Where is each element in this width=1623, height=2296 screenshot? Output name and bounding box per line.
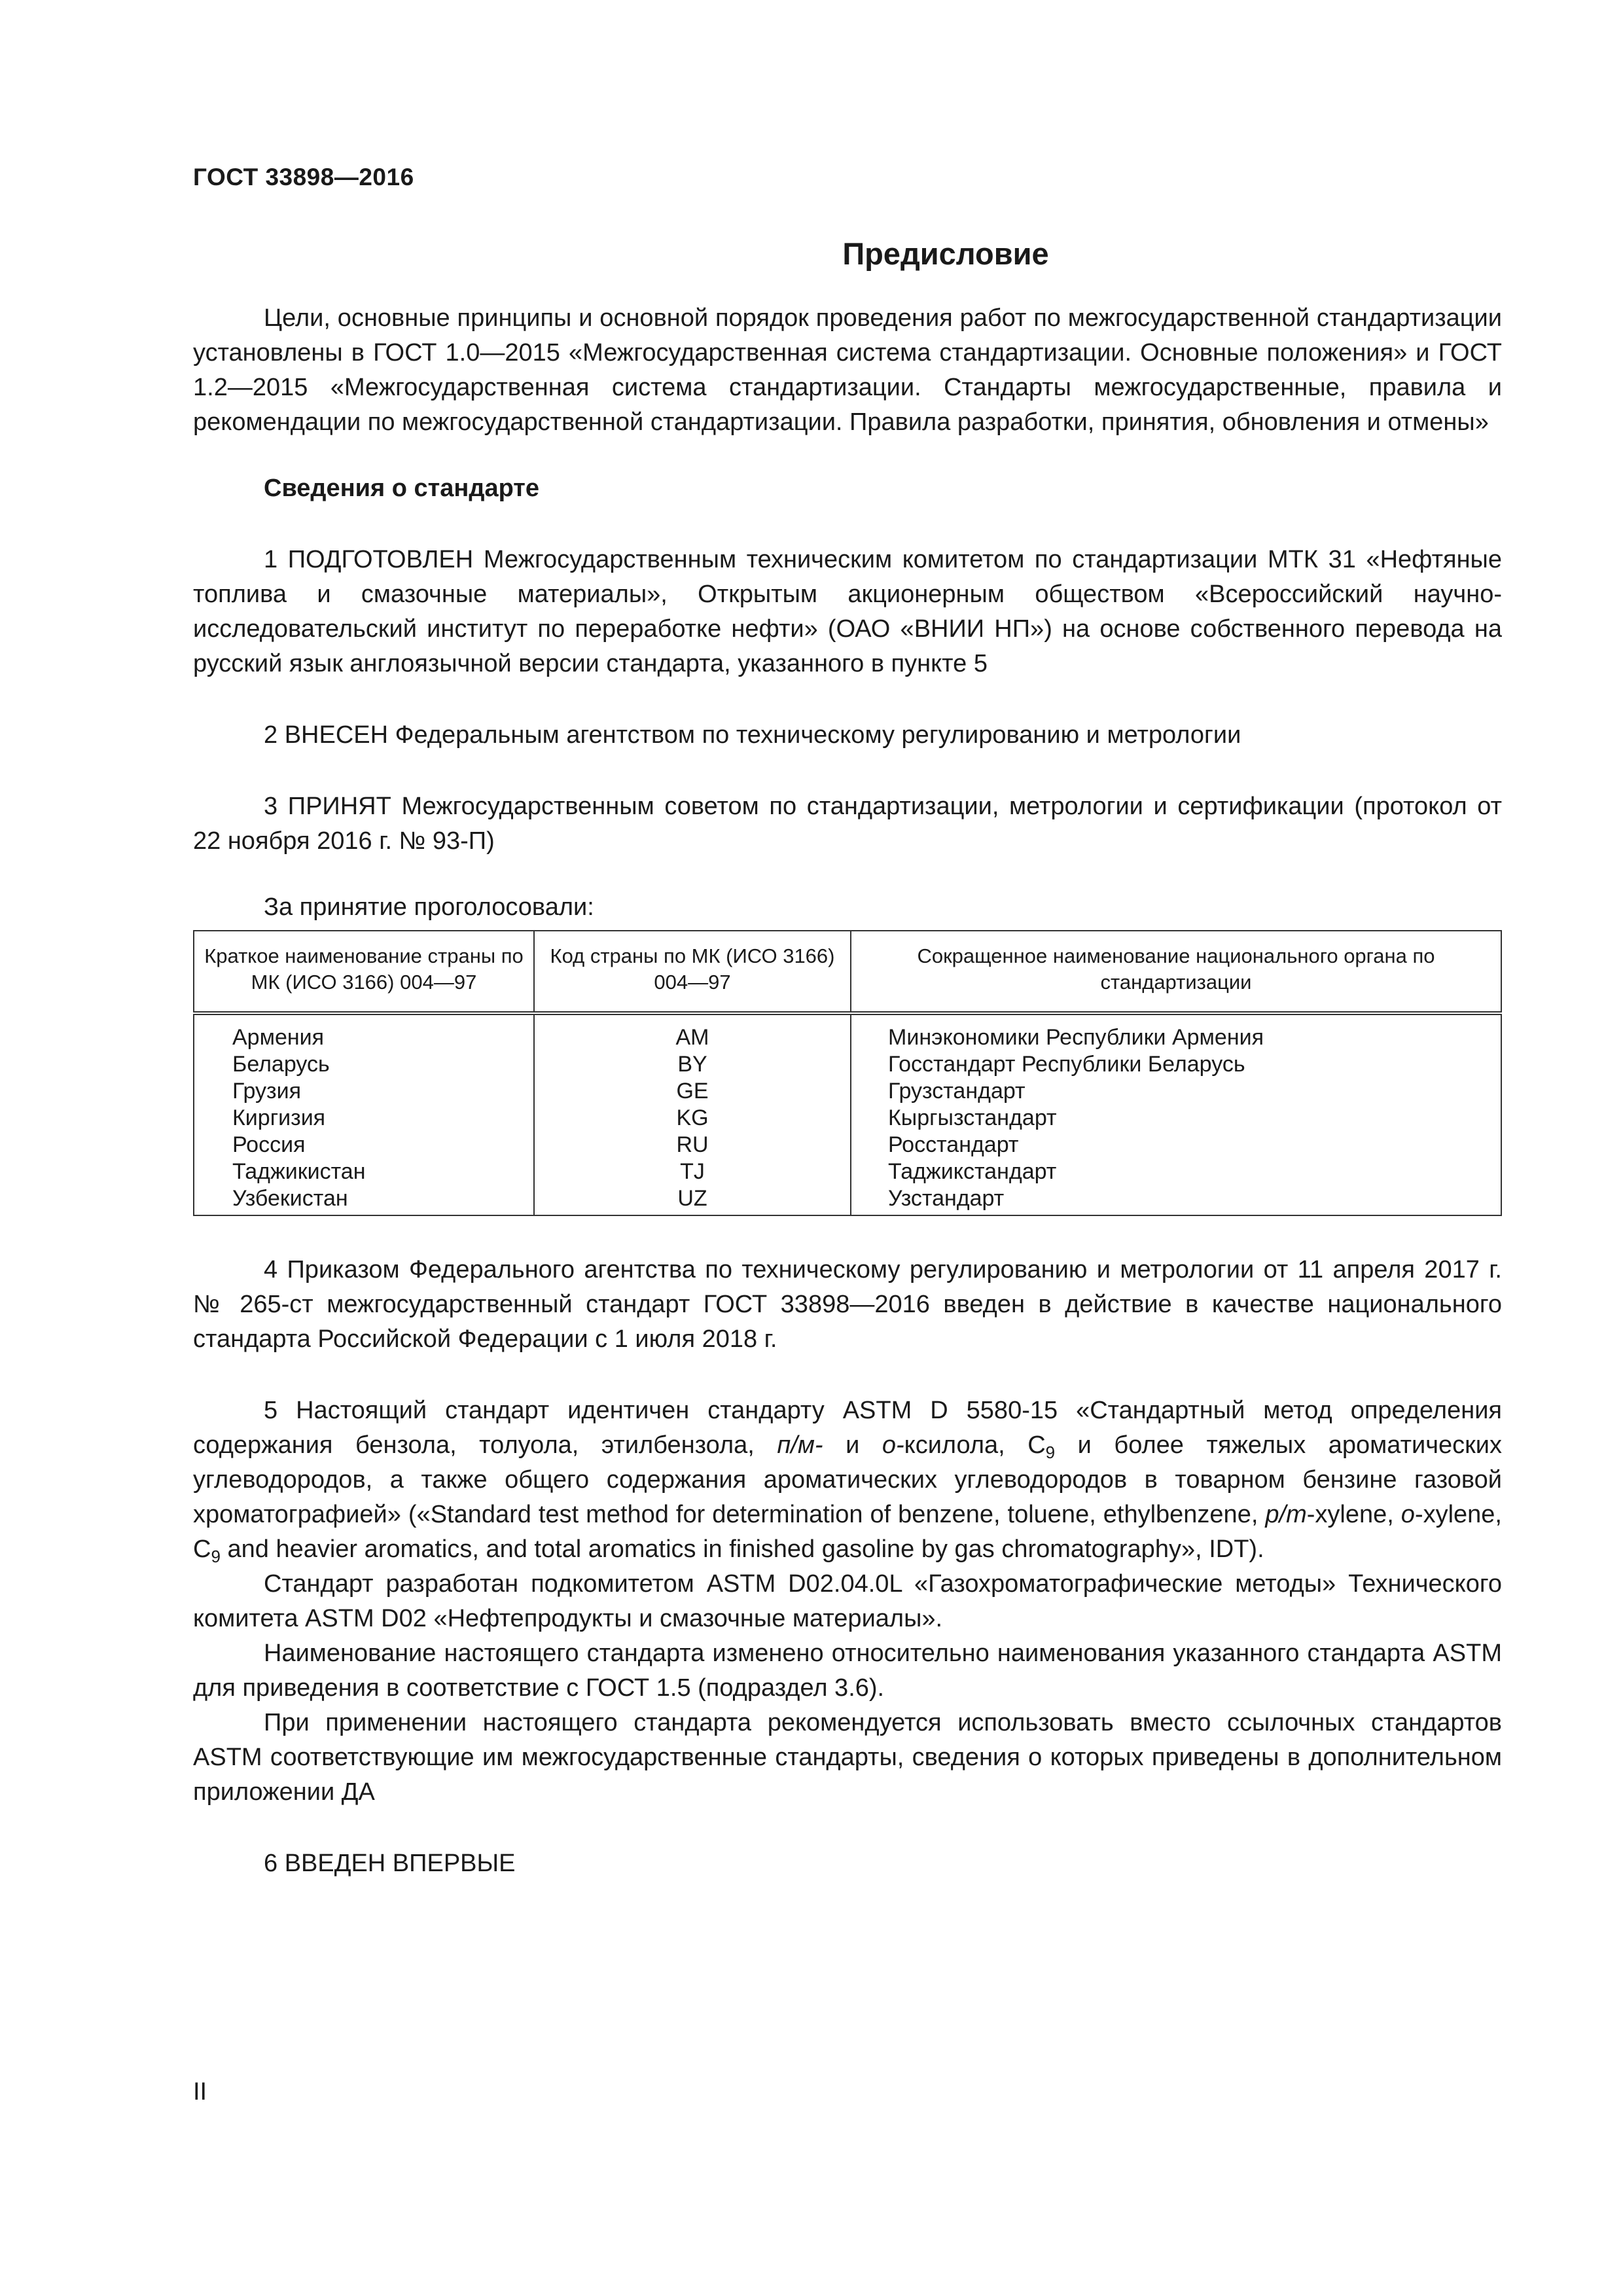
item-5-italic: o: [1400, 1501, 1415, 1528]
item-5-italic: п/м-: [777, 1431, 823, 1459]
table-row: [194, 1078, 1501, 1105]
item-5-text: -xylene, C: [193, 1501, 1502, 1563]
table-row: [194, 1051, 1501, 1078]
intro-paragraph: Цели, основные принципы и основной порядок проведения работ по межгосударственной стандартизации установлены в ГОСТ 1.0—2015 «Межгосударственная система стандартизации. Основные положения» и ГОСТ 1.2—2015 «Межгосударственная система стандартизации. Стандарты межгосударственные, правила и рекомендации по межгосударственной стандартизации. Правила разработки, принятия, обновления и отмены»: [193, 304, 1502, 436]
vote-label: За принятие проголосовали:: [264, 893, 594, 921]
authority-name-cell: Госстандарт Республики Беларусь: [851, 1051, 1501, 1078]
item-5-text: и: [823, 1431, 882, 1459]
item-5-subscript: 9: [1045, 1443, 1056, 1462]
table-header-code: Код страны по МК (ИСО 3166) 004—97: [534, 931, 851, 1013]
item-5-text: and heavier aromatics, and total aromatics in finished gasoline by gas chromatography», IDT).: [220, 1535, 1264, 1563]
country-name-cell: Беларусь: [194, 1051, 534, 1078]
item-5-subscript: 9: [211, 1547, 221, 1566]
item-5-italic: p/m: [1265, 1501, 1307, 1528]
document-id-header: ГОСТ 33898—2016: [193, 164, 414, 190]
item-4-paragraph: 4 Приказом Федерального агентства по техническому регулированию и метрологии от 11 апреля 2017 г. № 265-ст межгосударственный стандарт ГОСТ 33898—2016 введен в действие в качестве национального стандарта Российской Федерации с 1 июля 2018 г.: [193, 1256, 1502, 1353]
authority-name-cell: Грузстандарт: [851, 1078, 1501, 1105]
authority-name-cell: Таджикстандарт: [851, 1158, 1501, 1185]
voting-countries-table: [193, 930, 1502, 1216]
item-5-text: -xylene,: [1306, 1501, 1401, 1528]
item-1-paragraph: 1 ПОДГОТОВЛЕН Межгосударственным техническим комитетом по стандартизации МТК 31 «Нефтяные топлива и смазочные материалы», Открытым акционерным обществом «Всероссийский научно-исследовательский институт по переработке нефти» (ОАО «ВНИИ НП») на основе собственного перевода на русский язык англоязычной версии стандарта, указанного в пункте 5: [193, 546, 1502, 677]
country-name-cell: Киргизия: [194, 1105, 534, 1132]
country-code-cell: AM: [534, 1013, 851, 1051]
country-name-cell: Армения: [194, 1013, 534, 1051]
item-3-paragraph: 3 ПРИНЯТ Межгосударственным советом по стандартизации, метрологии и сертификации (протокол от 22 ноября 2016 г. № 93-П): [193, 793, 1502, 855]
authority-name-cell: Кыргызстандарт: [851, 1105, 1501, 1132]
item-2-paragraph: 2 ВНЕСЕН Федеральным агентством по техническому регулированию и метрологии: [264, 721, 1241, 749]
section-subheading: Сведения о стандарте: [264, 475, 540, 502]
country-name-cell: Узбекистан: [194, 1185, 534, 1215]
item-5-text: ксилола, C: [904, 1431, 1046, 1459]
authority-name-cell: Росстандарт: [851, 1132, 1501, 1158]
table-row: [194, 1132, 1501, 1158]
country-code-cell: KG: [534, 1105, 851, 1132]
country-code-cell: BY: [534, 1051, 851, 1078]
country-code-cell: GE: [534, 1078, 851, 1105]
authority-name-cell: Узстандарт: [851, 1185, 1501, 1215]
item-5-paragraph: [193, 1393, 1502, 1567]
country-code-cell: RU: [534, 1132, 851, 1158]
table-header-row: [194, 931, 1501, 1013]
item-5-title-change-paragraph: Наименование настоящего стандарта изменено относительно наименования указанного стандарта ASTM для приведения в соответствие с ГОСТ 1.5 (подраздел 3.6).: [193, 1640, 1502, 1702]
table-row: [194, 1185, 1501, 1215]
country-name-cell: Россия: [194, 1132, 534, 1158]
country-name-cell: Таджикистан: [194, 1158, 534, 1185]
authority-name-cell: Минэкономики Республики Армения: [851, 1013, 1501, 1051]
page-number: II: [193, 2078, 207, 2106]
table-row: [194, 1158, 1501, 1185]
country-code-cell: UZ: [534, 1185, 851, 1215]
country-name-cell: Грузия: [194, 1078, 534, 1105]
item-5-subcommittee-paragraph: Стандарт разработан подкомитетом ASTM D02.04.0L «Газохроматографические методы» Технического комитета ASTM D02 «Нефтепродукты и смазочные материалы».: [193, 1570, 1502, 1632]
item-5-text: 5 Настоящий стандарт идентичен стандарту ASTM D 5580-15 «Стандартный метод определения содержания бензола, толуола, этилбензола,: [193, 1397, 1502, 1459]
item-5-text: и более тяжелых ароматических углеводородов, а также общего содержания ароматических углеводородов в товарном бензине газовой хроматографией» («Standard test method for determination of benzene, toluene, ethylbenzene,: [193, 1431, 1502, 1528]
country-code-cell: TJ: [534, 1158, 851, 1185]
table-header-country: Краткое наименование страны по МК (ИСО 3166) 004—97: [194, 931, 534, 1013]
table-row: [194, 1105, 1501, 1132]
page-title: Предисловие: [842, 236, 1049, 271]
item-5-reference-paragraph: При применении настоящего стандарта рекомендуется использовать вместо ссылочных стандартов ASTM соответствующие им межгосударственные стандарты, сведения о которых приведены в дополнительном приложении ДА: [193, 1709, 1502, 1806]
content-area: [193, 301, 1502, 1881]
item-5-italic: о-: [882, 1431, 904, 1459]
table-row: [194, 1013, 1501, 1051]
table-header-authority: Сокращенное наименование национального органа по стандартизации: [851, 931, 1501, 1013]
item-6-paragraph: 6 ВВЕДЕН ВПЕРВЫЕ: [264, 1850, 516, 1877]
